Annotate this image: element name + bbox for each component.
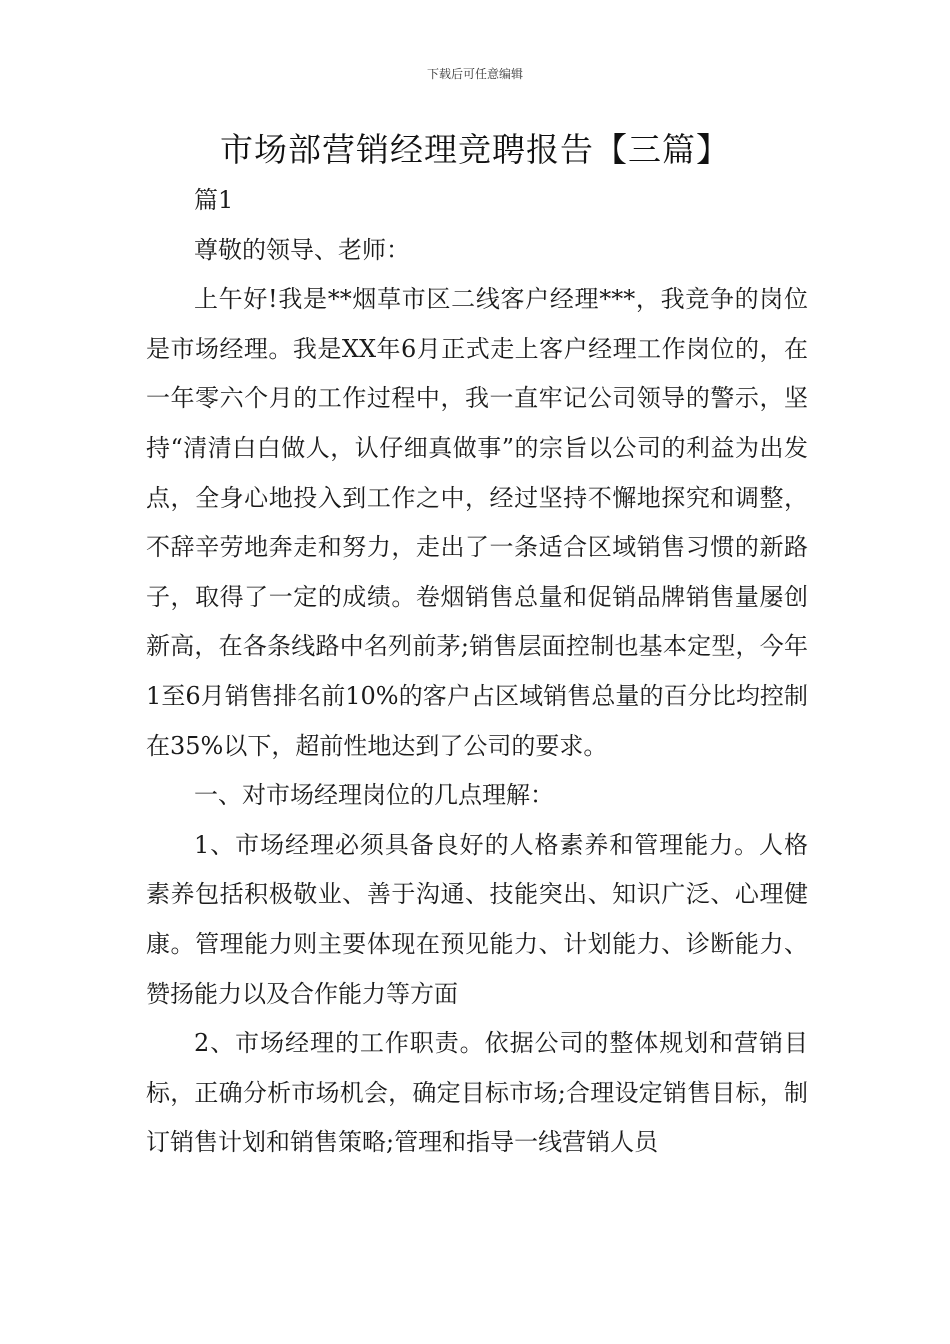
section-label: 篇1 — [194, 186, 234, 214]
document-title: 市场部营销经理竞聘报告【三篇】 — [220, 130, 730, 169]
document-body — [146, 176, 808, 1168]
salutation: 尊敬的领导、老师： — [194, 235, 410, 264]
body-paragraph: 上午好!我是**烟草市区二线客户经理***，我竞争的岗位是市场经理。我是XX年6月正式走上客户经理工作岗位的，在一年零六个月的工作过程中，我一直牢记公司领导的警示，坚持“清清白白做人，认仔细真做事”的宗旨以公司的利益为出发点，全身心地投入到工作之中，经过坚持不懈地探究和调整，不辞辛劳地奔走和努力，走出了一条适合区域销售习惯的新路子，取得了一定的成绩。卷烟销售总量和促销品牌销售量屡创新高，在各条线路中名列前茅;销售层面控制也基本定型，今年1至6月销售排名前10%的客户占区域销售总量的百分比均控制在35%以下，超前性地达到了公司的要求。 — [146, 285, 808, 760]
header-note: 下载后可任意编辑 — [426, 67, 523, 81]
body-paragraph: 1、市场经理必须具备良好的人格素养和管理能力。人格素养包括积极敬业、善于沟通、技能突出、知识广泛、心理健康。管理能力则主要体现在预见能力、计划能力、诊断能力、赞扬能力以及合作能力等方面 — [146, 830, 808, 1008]
section-heading: 一、对市场经理岗位的几点理解： — [194, 781, 554, 810]
body-paragraph: 2、市场经理的工作职责。依据公司的整体规划和营销目标，正确分析市场机会，确定目标市场;合理设定销售目标，制订销售计划和销售策略;管理和指导一线营销人员 — [146, 1029, 808, 1157]
